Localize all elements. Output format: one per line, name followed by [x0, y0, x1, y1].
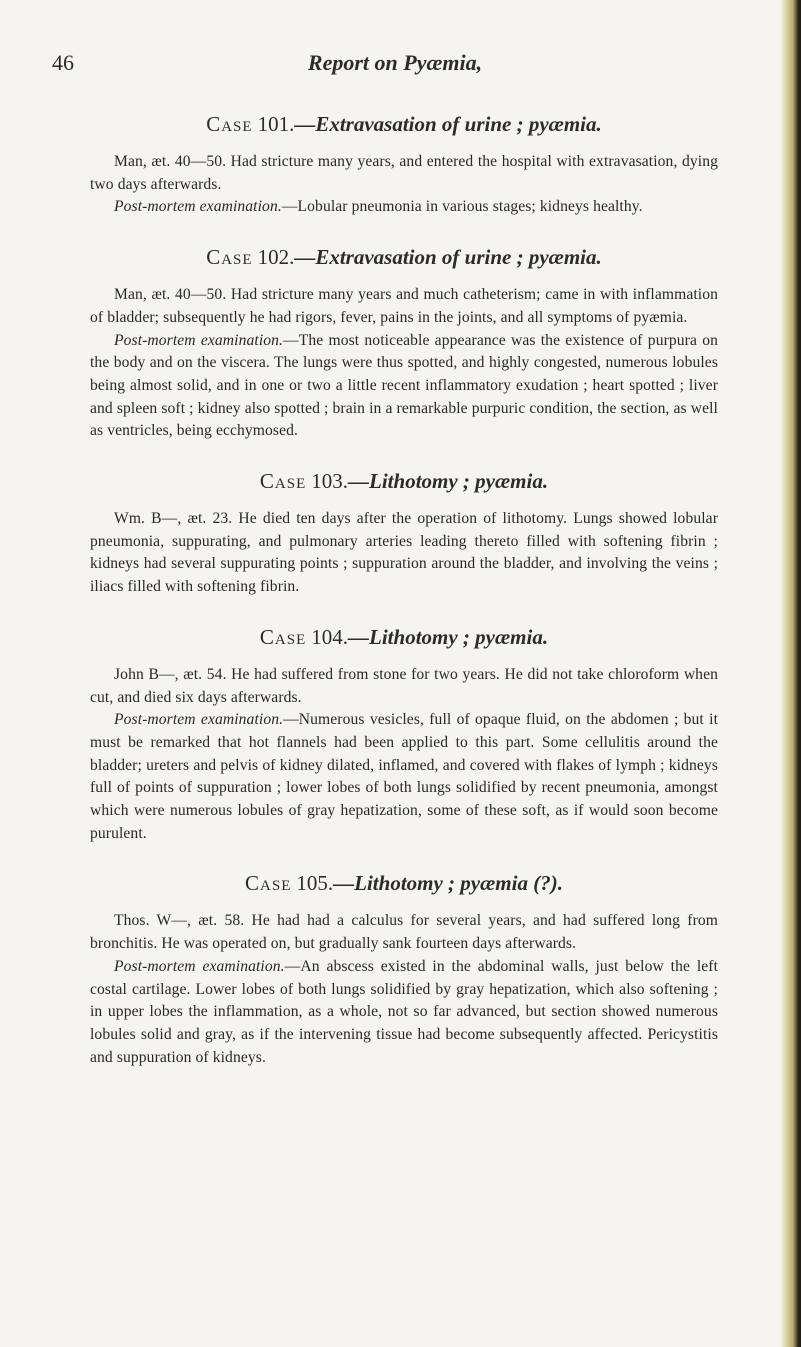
case-paragraph-text: John B—, æt. 54. He had suffered from stone for two years. He did not take chloroform when cut, and died six days afterwards. — [90, 665, 718, 706]
case-103 — [90, 469, 718, 599]
post-mortem-label: Post-mortem examination. — [114, 711, 284, 729]
case-paragraph-text: Thos. W—, æt. 58. He had had a calculus for several years, and had suffered long from bronchitis. He was operated on, but gradually sank fourteen days afterwards. — [90, 912, 718, 953]
running-title: Report on Pyæmia, — [307, 50, 483, 75]
case-heading — [90, 625, 718, 650]
post-mortem-paragraph — [90, 709, 718, 845]
case-heading — [90, 112, 718, 137]
page-header — [0, 50, 790, 80]
case-label: Case — [206, 245, 253, 270]
post-mortem-text: —The most noticeable appearance was the existence of purpura on the body and on the viscera. The lungs were thus spotted, and highly congested, numerous lobules being almost solid, and in one or two a little recent inflammatory exudation ; heart spotted ; liver and spleen soft ; kidney also spotted ; brain in a remarkable purpuric condition, the section, as well as ventricles, being ecchymosed. — [90, 331, 718, 440]
case-number: 102. — [257, 245, 295, 270]
case-heading — [90, 469, 718, 494]
case-number: 105. — [296, 871, 334, 896]
case-label: Case — [206, 112, 253, 136]
case-104 — [90, 625, 718, 846]
case-label: Case — [245, 871, 292, 896]
case-title: —Lithotomy ; pyæmia. — [348, 469, 549, 494]
page-number: 46 — [52, 50, 74, 75]
case-number: 104. — [311, 624, 349, 649]
case-105 — [90, 871, 718, 1069]
case-number: 101. — [257, 112, 295, 136]
case-paragraph — [90, 664, 718, 709]
case-paragraph-text: Man, æt. 40—50. Had stricture many years, and entered the hospital with extravasation, dying two days afterwards. — [90, 153, 718, 193]
post-mortem-text: —Numerous vesicles, full of opaque fluid, on the abdomen ; but it must be remarked that hot flannels had been applied to this part. Some cellulitis around the bladder; ureters and pelvis of kidney dilated, inflamed, and covered with flakes of lymph ; kidneys full of points of suppuration ; lower lobes of both lungs solidified by recent pneumonia, amongst which were numerous lobules of gray hepatization, some of these soft, as if would soon become purulent. — [90, 711, 718, 842]
case-paragraph — [90, 910, 718, 955]
case-paragraph-text: Wm. B—, æt. 23. He died ten days after the operation of lithotomy. Lungs showed lobular pneumonia, suppurating, and pulmonary arteries leading thereto filled with softening fibrin ; kidneys had several suppurating points ; suppuration around the bladder, and involving the veins ; iliacs filled with softening fibrin. — [90, 510, 718, 596]
case-102 — [90, 245, 718, 443]
post-mortem-label: Post-mortem examination. — [114, 957, 285, 975]
case-101 — [90, 112, 718, 219]
case-title: —Lithotomy ; pyæmia (?). — [333, 871, 563, 896]
case-paragraph — [90, 151, 718, 196]
case-label: Case — [259, 469, 307, 494]
case-title: —Lithotomy ; pyæmia. — [348, 624, 549, 649]
case-title: —Extravasation of urine ; pyæmia. — [294, 245, 602, 270]
case-paragraph-text: Man, æt. 40—50. Had stricture many years and much catheterism; came in with inflammation of bladder; subsequently he had rigors, fever, pains in the joints, and all symptoms of pyæmia. — [90, 286, 718, 326]
case-heading — [90, 245, 718, 270]
case-paragraph — [90, 508, 718, 599]
case-label: Case — [259, 624, 307, 649]
post-mortem-paragraph — [90, 330, 718, 444]
case-paragraph — [90, 284, 718, 329]
case-number: 103. — [311, 469, 349, 494]
page-binding-edge — [781, 0, 801, 1347]
post-mortem-text: —An abscess existed in the abdominal walls, just below the left costal cartilage. Lower lobes of both lungs solidified by gray hepatization, which also softening ; in upper lobes the inflammation, as a whole, not so far advanced, but section showed numerous lobules solid and gray, as if the intervening tissue had become subsequently affected. Pericystitis and suppuration of kidneys. — [90, 957, 718, 1066]
case-heading — [90, 871, 718, 896]
post-mortem-text: —Lobular pneumonia in various stages; kidneys healthy. — [281, 198, 643, 216]
post-mortem-paragraph — [90, 956, 718, 1070]
post-mortem-paragraph — [90, 196, 718, 219]
post-mortem-label: Post-mortem examination. — [114, 331, 284, 349]
page-body — [90, 112, 718, 1095]
case-title: —Extravasation of urine ; pyæmia. — [294, 112, 602, 136]
post-mortem-label: Post-mortem examination. — [114, 198, 282, 216]
